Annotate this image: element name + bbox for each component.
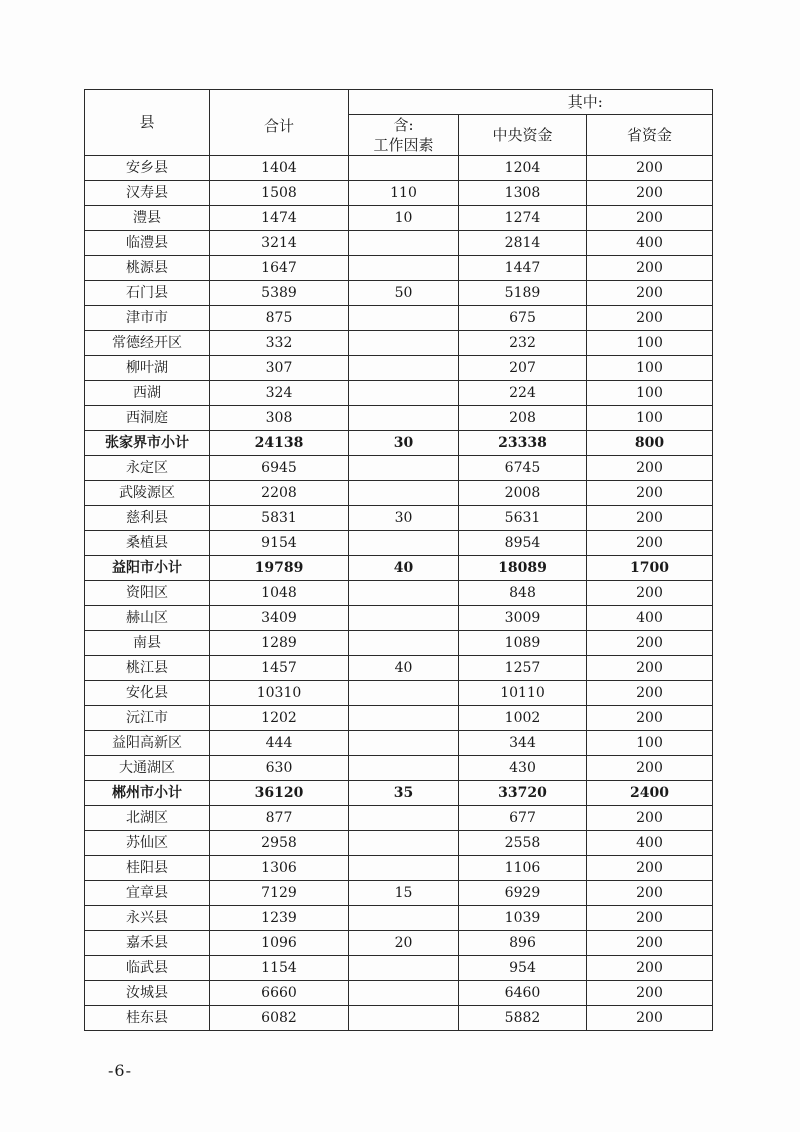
cell-provincial-funds: 200: [587, 580, 713, 605]
cell-total: 877: [210, 805, 349, 830]
cell-county: 北湖区: [85, 805, 210, 830]
cell-county: 石门县: [85, 280, 210, 305]
cell-central-funds: 1204: [459, 155, 587, 180]
cell-central-funds: 6460: [459, 980, 587, 1005]
cell-provincial-funds: 1700: [587, 555, 713, 580]
cell-central-funds: 677: [459, 805, 587, 830]
cell-work-factor: 35: [349, 780, 459, 805]
cell-provincial-funds: 200: [587, 280, 713, 305]
cell-work-factor: [349, 705, 459, 730]
cell-central-funds: 208: [459, 405, 587, 430]
cell-county: 慈利县: [85, 505, 210, 530]
cell-total: 2208: [210, 480, 349, 505]
cell-provincial-funds: 200: [587, 1005, 713, 1030]
table-body: [85, 155, 713, 1030]
cell-county: 益阳高新区: [85, 730, 210, 755]
cell-work-factor: [349, 380, 459, 405]
cell-central-funds: 430: [459, 755, 587, 780]
cell-county: 西洞庭: [85, 405, 210, 430]
cell-work-factor: [349, 755, 459, 780]
cell-county: 安化县: [85, 680, 210, 705]
cell-county: 安乡县: [85, 155, 210, 180]
cell-county: 柳叶湖: [85, 355, 210, 380]
cell-work-factor: 50: [349, 280, 459, 305]
cell-county: 汉寿县: [85, 180, 210, 205]
cell-total: 307: [210, 355, 349, 380]
cell-central-funds: 5631: [459, 505, 587, 530]
cell-total: 1306: [210, 855, 349, 880]
cell-work-factor: [349, 980, 459, 1005]
cell-work-factor: [349, 330, 459, 355]
table-row: [85, 580, 713, 605]
table-row: [85, 155, 713, 180]
cell-provincial-funds: 200: [587, 955, 713, 980]
cell-total: 1048: [210, 580, 349, 605]
cell-county: 资阳区: [85, 580, 210, 605]
cell-county: 桂阳县: [85, 855, 210, 880]
cell-central-funds: 848: [459, 580, 587, 605]
table-row: [85, 905, 713, 930]
cell-central-funds: 6745: [459, 455, 587, 480]
table-row: [85, 705, 713, 730]
cell-work-factor: [349, 255, 459, 280]
cell-provincial-funds: 200: [587, 980, 713, 1005]
cell-county: 张家界市小计: [85, 430, 210, 455]
cell-county: 大通湖区: [85, 755, 210, 780]
cell-work-factor: 110: [349, 180, 459, 205]
page-number: -6-: [108, 1061, 132, 1080]
table-row: [85, 880, 713, 905]
cell-total: 1474: [210, 205, 349, 230]
cell-work-factor: [349, 530, 459, 555]
cell-central-funds: 6929: [459, 880, 587, 905]
cell-county: 宜章县: [85, 880, 210, 905]
cell-total: 1508: [210, 180, 349, 205]
cell-total: 6082: [210, 1005, 349, 1030]
cell-central-funds: 675: [459, 305, 587, 330]
cell-county: 武陵源区: [85, 480, 210, 505]
cell-work-factor: [349, 680, 459, 705]
cell-total: 6660: [210, 980, 349, 1005]
cell-total: 630: [210, 755, 349, 780]
subtotal-row: [85, 780, 713, 805]
cell-provincial-funds: 200: [587, 455, 713, 480]
cell-work-factor: [349, 355, 459, 380]
cell-work-factor: [349, 730, 459, 755]
cell-county: 津市市: [85, 305, 210, 330]
cell-county: 嘉禾县: [85, 930, 210, 955]
table-row: [85, 930, 713, 955]
cell-county: 永定区: [85, 455, 210, 480]
cell-total: 1154: [210, 955, 349, 980]
table-row: [85, 855, 713, 880]
cell-work-factor: [349, 230, 459, 255]
table-row: [85, 180, 713, 205]
cell-provincial-funds: 200: [587, 905, 713, 930]
header-total: 合计: [210, 90, 349, 156]
cell-central-funds: 2814: [459, 230, 587, 255]
cell-provincial-funds: 200: [587, 855, 713, 880]
cell-work-factor: 30: [349, 505, 459, 530]
cell-work-factor: [349, 455, 459, 480]
cell-county: 郴州市小计: [85, 780, 210, 805]
funding-table: [84, 89, 713, 1031]
table-row: [85, 205, 713, 230]
cell-provincial-funds: 200: [587, 255, 713, 280]
header-blank: [349, 90, 459, 115]
cell-provincial-funds: 200: [587, 755, 713, 780]
cell-total: 5389: [210, 280, 349, 305]
cell-provincial-funds: 200: [587, 880, 713, 905]
cell-work-factor: [349, 855, 459, 880]
cell-central-funds: 23338: [459, 430, 587, 455]
cell-work-factor: [349, 830, 459, 855]
cell-county: 常德经开区: [85, 330, 210, 355]
cell-provincial-funds: 200: [587, 805, 713, 830]
cell-work-factor: [349, 605, 459, 630]
cell-total: 1457: [210, 655, 349, 680]
cell-central-funds: 224: [459, 380, 587, 405]
cell-total: 1096: [210, 930, 349, 955]
table-row: [85, 380, 713, 405]
cell-county: 临澧县: [85, 230, 210, 255]
cell-central-funds: 954: [459, 955, 587, 980]
cell-total: 308: [210, 405, 349, 430]
cell-central-funds: 5882: [459, 1005, 587, 1030]
cell-total: 1404: [210, 155, 349, 180]
table-row: [85, 355, 713, 380]
table-header-row: [85, 90, 713, 115]
cell-central-funds: 18089: [459, 555, 587, 580]
cell-total: 3214: [210, 230, 349, 255]
cell-provincial-funds: 200: [587, 530, 713, 555]
cell-provincial-funds: 200: [587, 480, 713, 505]
cell-central-funds: 1274: [459, 205, 587, 230]
header-county: 县: [85, 90, 210, 156]
table-row: [85, 730, 713, 755]
table-row: [85, 1005, 713, 1030]
cell-total: 1647: [210, 255, 349, 280]
table-row: [85, 630, 713, 655]
cell-provincial-funds: 2400: [587, 780, 713, 805]
cell-county: 临武县: [85, 955, 210, 980]
cell-central-funds: 1257: [459, 655, 587, 680]
table-row: [85, 480, 713, 505]
table-row: [85, 280, 713, 305]
table-row: [85, 505, 713, 530]
cell-provincial-funds: 200: [587, 155, 713, 180]
cell-provincial-funds: 200: [587, 180, 713, 205]
cell-work-factor: [349, 955, 459, 980]
cell-central-funds: 207: [459, 355, 587, 380]
cell-total: 19789: [210, 555, 349, 580]
cell-work-factor: [349, 480, 459, 505]
table-row: [85, 255, 713, 280]
cell-central-funds: 33720: [459, 780, 587, 805]
cell-central-funds: 2008: [459, 480, 587, 505]
cell-work-factor: [349, 905, 459, 930]
cell-work-factor: 20: [349, 930, 459, 955]
cell-central-funds: 1308: [459, 180, 587, 205]
cell-total: 332: [210, 330, 349, 355]
cell-provincial-funds: 200: [587, 680, 713, 705]
cell-total: 24138: [210, 430, 349, 455]
cell-county: 永兴县: [85, 905, 210, 930]
cell-work-factor: 10: [349, 205, 459, 230]
cell-county: 澧县: [85, 205, 210, 230]
cell-central-funds: 1002: [459, 705, 587, 730]
cell-provincial-funds: 200: [587, 705, 713, 730]
cell-central-funds: 10110: [459, 680, 587, 705]
table-row: [85, 805, 713, 830]
cell-work-factor: [349, 405, 459, 430]
cell-work-factor: [349, 805, 459, 830]
cell-provincial-funds: 400: [587, 230, 713, 255]
cell-provincial-funds: 400: [587, 830, 713, 855]
table-row: [85, 530, 713, 555]
cell-central-funds: 1447: [459, 255, 587, 280]
table-row: [85, 305, 713, 330]
cell-total: 7129: [210, 880, 349, 905]
cell-provincial-funds: 200: [587, 205, 713, 230]
cell-work-factor: 40: [349, 655, 459, 680]
table-row: [85, 830, 713, 855]
table-row: [85, 755, 713, 780]
table-row: [85, 330, 713, 355]
table-row: [85, 680, 713, 705]
table-row: [85, 605, 713, 630]
cell-total: 36120: [210, 780, 349, 805]
cell-county: 南县: [85, 630, 210, 655]
cell-provincial-funds: 200: [587, 305, 713, 330]
cell-total: 875: [210, 305, 349, 330]
cell-county: 桃江县: [85, 655, 210, 680]
cell-county: 苏仙区: [85, 830, 210, 855]
cell-total: 2958: [210, 830, 349, 855]
cell-total: 6945: [210, 455, 349, 480]
cell-total: 10310: [210, 680, 349, 705]
cell-provincial-funds: 200: [587, 655, 713, 680]
cell-provincial-funds: 100: [587, 330, 713, 355]
cell-county: 益阳市小计: [85, 555, 210, 580]
table-row: [85, 980, 713, 1005]
cell-county: 桑植县: [85, 530, 210, 555]
cell-provincial-funds: 400: [587, 605, 713, 630]
cell-work-factor: 30: [349, 430, 459, 455]
cell-county: 桃源县: [85, 255, 210, 280]
cell-central-funds: 2558: [459, 830, 587, 855]
table-row: [85, 955, 713, 980]
cell-county: 桂东县: [85, 1005, 210, 1030]
header-provincial-funds: 省资金: [587, 114, 713, 155]
header-central-funds: 中央资金: [459, 114, 587, 155]
cell-central-funds: 344: [459, 730, 587, 755]
cell-central-funds: 8954: [459, 530, 587, 555]
cell-central-funds: 1089: [459, 630, 587, 655]
cell-provincial-funds: 200: [587, 630, 713, 655]
cell-provincial-funds: 100: [587, 380, 713, 405]
cell-work-factor: 40: [349, 555, 459, 580]
cell-work-factor: 15: [349, 880, 459, 905]
cell-total: 1239: [210, 905, 349, 930]
cell-total: 3409: [210, 605, 349, 630]
cell-work-factor: [349, 155, 459, 180]
subtotal-row: [85, 430, 713, 455]
table-row: [85, 230, 713, 255]
cell-work-factor: [349, 1005, 459, 1030]
cell-work-factor: [349, 580, 459, 605]
table-row: [85, 455, 713, 480]
cell-provincial-funds: 100: [587, 730, 713, 755]
cell-provincial-funds: 100: [587, 355, 713, 380]
cell-county: 赫山区: [85, 605, 210, 630]
cell-county: 汝城县: [85, 980, 210, 1005]
cell-total: 1202: [210, 705, 349, 730]
cell-work-factor: [349, 630, 459, 655]
cell-total: 444: [210, 730, 349, 755]
cell-provincial-funds: 800: [587, 430, 713, 455]
cell-county: 沅江市: [85, 705, 210, 730]
subtotal-row: [85, 555, 713, 580]
cell-total: 9154: [210, 530, 349, 555]
cell-central-funds: 5189: [459, 280, 587, 305]
cell-total: 324: [210, 380, 349, 405]
cell-central-funds: 1039: [459, 905, 587, 930]
cell-central-funds: 1106: [459, 855, 587, 880]
cell-total: 1289: [210, 630, 349, 655]
header-work-factor: 含: 工作因素: [349, 114, 459, 155]
cell-total: 5831: [210, 505, 349, 530]
table-row: [85, 655, 713, 680]
cell-provincial-funds: 100: [587, 405, 713, 430]
cell-provincial-funds: 200: [587, 505, 713, 530]
cell-central-funds: 896: [459, 930, 587, 955]
cell-central-funds: 3009: [459, 605, 587, 630]
cell-work-factor: [349, 305, 459, 330]
header-of-which: 其中:: [459, 90, 713, 115]
cell-central-funds: 232: [459, 330, 587, 355]
cell-county: 西湖: [85, 380, 210, 405]
cell-provincial-funds: 200: [587, 930, 713, 955]
table-row: [85, 405, 713, 430]
